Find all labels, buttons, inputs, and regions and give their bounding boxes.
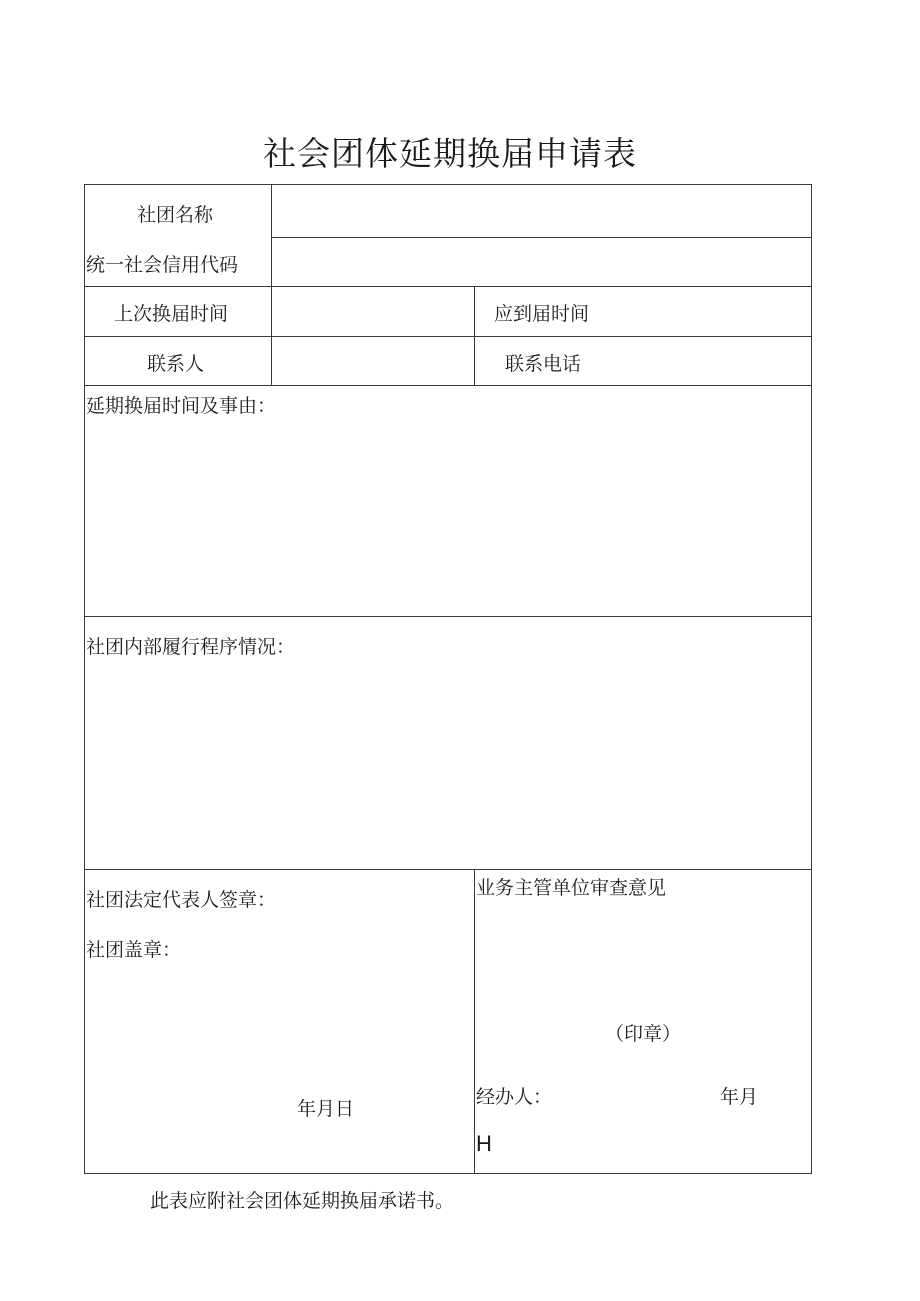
seal-label: 社团盖章： [86, 939, 182, 961]
procedure-label: 社团内部履行程序情况： [86, 636, 296, 658]
authority-opinion-label: 业务主管单位审查意见 [476, 877, 667, 899]
org-name-label: 社团名称 [137, 204, 214, 226]
last-election-field[interactable] [272, 287, 474, 336]
footnote: 此表应附社会团体延期换届承诺书。 [150, 1190, 455, 1212]
org-name-field[interactable] [272, 186, 812, 237]
column-divider [474, 869, 475, 1174]
contact-field[interactable] [272, 337, 474, 385]
due-election-label: 应到届时间 [494, 303, 590, 325]
right-date-tail: H [476, 1131, 492, 1156]
column-divider [474, 286, 475, 385]
last-election-label: 上次换届时间 [114, 303, 229, 325]
row-divider [85, 869, 812, 870]
contact-label: 联系人 [147, 353, 205, 375]
credit-code-field[interactable] [272, 238, 812, 286]
credit-code-label: 统一社会信用代码 [86, 254, 239, 276]
application-form-table [84, 184, 812, 1174]
phone-label: 联系电话 [505, 353, 582, 375]
left-date: 年月日 [297, 1098, 355, 1120]
reason-label: 延期换届时间及事由： [86, 395, 277, 417]
row-divider [85, 616, 812, 617]
handler-label: 经办人： [476, 1086, 553, 1108]
right-date: 年月 [720, 1086, 759, 1108]
row-divider [85, 385, 812, 386]
form-title: 社会团体延期换届申请表 [263, 134, 637, 173]
stamp-label: （印章） [605, 1023, 682, 1045]
legal-rep-signature-label: 社团法定代表人签章： [86, 889, 277, 911]
